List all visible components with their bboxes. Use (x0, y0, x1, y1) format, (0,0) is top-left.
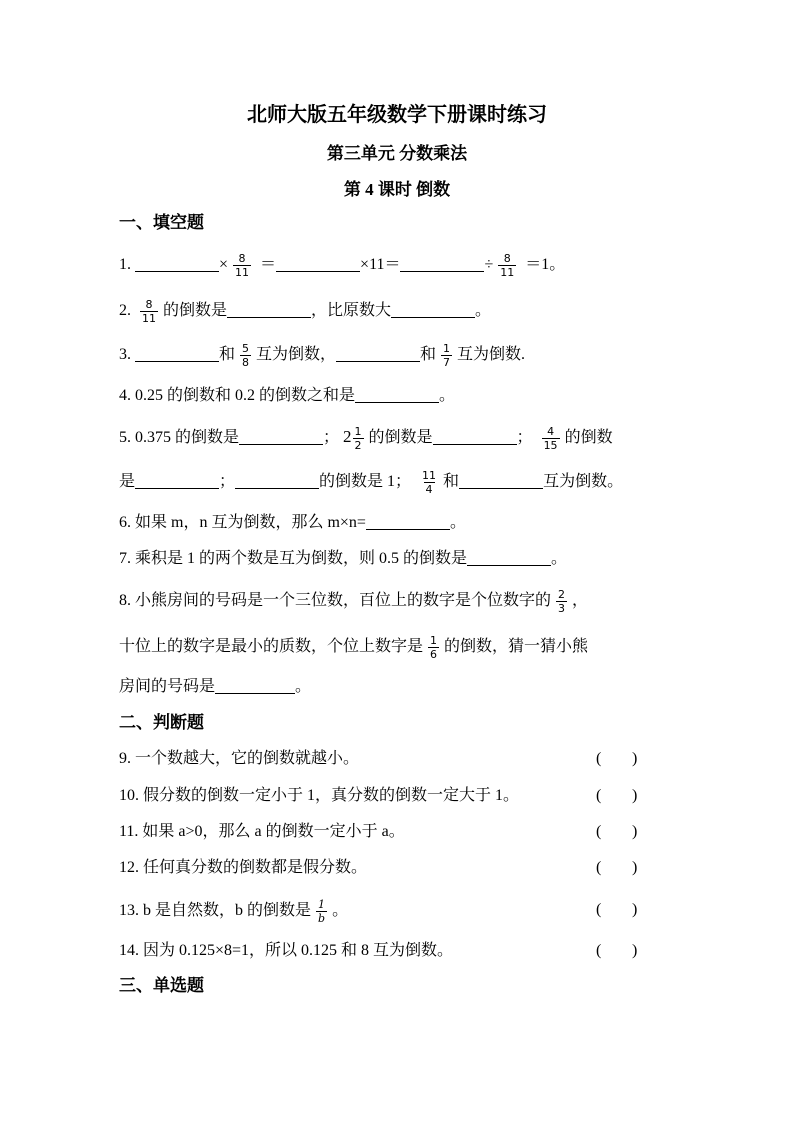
question-7: 7. 乘积是 1 的两个数是互为倒数，则 0.5 的倒数是 。 (119, 547, 567, 571)
section-fill-blank: 一、填空题 (119, 213, 204, 232)
answer-blank[interactable] (336, 343, 420, 362)
fraction: $\frac{1}{6}$ (430, 634, 438, 661)
fraction: $\frac{8}{11}$ (500, 252, 515, 279)
answer-blank[interactable] (135, 470, 219, 489)
answer-blank[interactable] (459, 470, 543, 489)
answer-parentheses[interactable]: ( ) (596, 787, 638, 804)
answer-blank[interactable] (135, 253, 219, 272)
question-12: 12. 任何真分数的倒数都是假分数。 (119, 859, 368, 876)
fraction: $\frac{11}{4}$ (422, 469, 437, 496)
fraction: $\frac{8}{11}$ (142, 298, 156, 325)
question-5-continued: 是 ； 的倒数是 1； $\frac{11}{4}$ 和 互为倒数。 (119, 469, 624, 496)
answer-blank[interactable] (276, 253, 360, 272)
fraction: $\frac{1}{7}$ (443, 342, 451, 369)
fraction: $\frac{8}{11}$ (235, 252, 250, 279)
fraction: $\frac{5}{8}$ (242, 342, 250, 369)
q1-times: × (219, 256, 229, 274)
answer-blank[interactable] (135, 343, 219, 362)
answer-blank[interactable] (433, 426, 517, 445)
answer-blank[interactable] (355, 384, 439, 403)
mixed-number: 2 $\frac{1}{2}$ (343, 425, 362, 452)
answer-blank[interactable] (366, 511, 450, 530)
question-11: 11. 如果 a>0，那么 a 的倒数一定小于 a。 (119, 823, 405, 840)
section-true-false: 二、判断题 (119, 713, 204, 732)
question-8: 8. 小熊房间的号码是一个三位数，百位上的数字是个位数字的 $\frac{2}{3}$ ， (119, 588, 589, 615)
fraction: $\frac{2}{3}$ (558, 588, 566, 615)
question-9: 9. 一个数越大，它的倒数就越小。 (119, 750, 360, 767)
fraction: $\frac{4}{15}$ (543, 425, 558, 452)
question-6: 6. 如果 m，n 互为倒数，那么 m×n= 。 (119, 511, 466, 535)
answer-parentheses[interactable]: ( ) (596, 859, 638, 876)
answer-parentheses[interactable]: ( ) (596, 750, 638, 767)
answer-parentheses[interactable]: ( ) (596, 823, 638, 840)
question-8-end: 房间的号码是 。 (119, 675, 311, 699)
question-5: 5. 0.375 的倒数是 ； 2 $\frac{1}{2}$ 的倒数是 ； $\frac{4}{15}$ 的倒数 (119, 425, 613, 452)
question-13: 13. b 是自然数，b 的倒数是 $\frac{1}{b}$ 。 (119, 898, 349, 925)
answer-blank[interactable] (227, 299, 311, 318)
worksheet-title: 北师大版五年级数学下册课时练习 (247, 104, 547, 126)
lesson-title: 第 4 课时 倒数 (343, 180, 451, 199)
question-1: 1. × $\frac{8}{11}$ ＝ ×11＝ ÷ $\frac{8}{11}$ ＝1。 (119, 252, 566, 279)
question-4: 4. 0.25 的倒数和 0.2 的倒数之和是 。 (119, 384, 455, 408)
question-10: 10. 假分数的倒数一定小于 1，真分数的倒数一定大于 1。 (119, 787, 520, 804)
unit-title: 第三单元 分数乘法 (326, 144, 468, 163)
answer-blank[interactable] (467, 547, 551, 566)
answer-blank[interactable] (239, 426, 323, 445)
question-3: 3. 和 $\frac{5}{8}$ 互为倒数， 和 $\frac{1}{7}$ 互为倒数. (119, 342, 526, 369)
section-single-choice: 三、单选题 (119, 976, 204, 995)
question-14: 14. 因为 0.125×8=1，所以 0.125 和 8 互为倒数。 (119, 942, 454, 959)
answer-parentheses[interactable]: ( ) (596, 901, 638, 918)
answer-blank[interactable] (391, 299, 475, 318)
q1-number: 1. (119, 256, 135, 274)
answer-parentheses[interactable]: ( ) (596, 942, 638, 959)
answer-blank[interactable] (235, 470, 319, 489)
answer-blank[interactable] (400, 253, 484, 272)
answer-blank[interactable] (215, 675, 295, 694)
question-8-continued: 十位上的数字是最小的质数，个位上数字是 $\frac{1}{6}$ 的倒数，猜一猜小熊 (119, 634, 589, 661)
fraction: $\frac{1}{b}$ (318, 898, 326, 925)
question-2: 2. $\frac{8}{11}$ 的倒数是 ，比原数大 。 (119, 298, 492, 325)
